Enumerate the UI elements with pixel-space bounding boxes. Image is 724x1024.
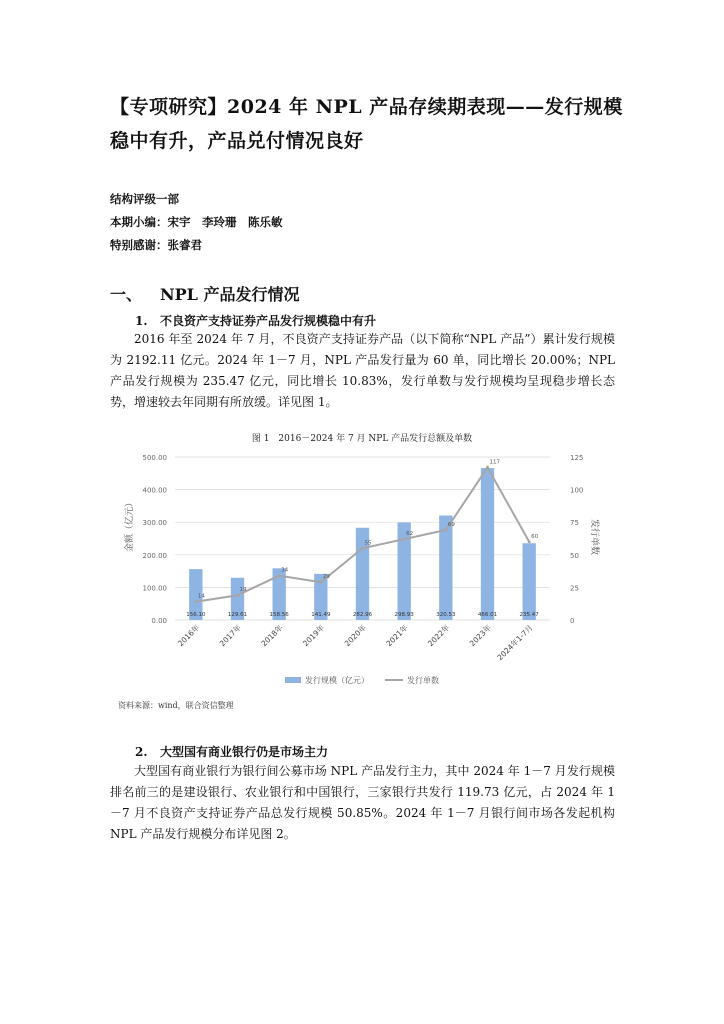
y2-tick-label: 100 (570, 486, 584, 495)
x-tick-label: 2020年 (342, 623, 368, 649)
line-value-label: 60 (531, 533, 539, 540)
bar-value-label: 466.01 (477, 612, 498, 618)
line-value-label: 69 (447, 522, 455, 529)
chart-bars (186, 468, 539, 620)
bar-value-label: 282.96 (352, 612, 373, 618)
section-heading-1 (110, 282, 299, 305)
line-value-label: 19 (239, 587, 247, 594)
line-value-label: 62 (406, 531, 414, 538)
legend-bar-swatch (285, 677, 301, 683)
y-tick-label: 300.00 (142, 519, 167, 528)
bar-value-label: 320.53 (436, 612, 456, 618)
x-tick-label: 2017年 (217, 623, 243, 649)
line-point (528, 540, 531, 543)
y-tick-label: 500.00 (142, 454, 167, 462)
subsection-heading-2 (135, 743, 328, 760)
paragraph-2: 大型国有商业银行为银行间公募市场 NPL 产品发行主力，其中 2024 年 1－7 月发行规模排名前三的是建设银行、农业银行和中国银行，三家银行共发行 119.73 亿元，占 2024 年 1－7 月不良资产支持证券产品总发行规模 50.85%。2024 年 1－7 月银行间市场各发起机构 NPL 产品发行规模分布详见图 2。 (110, 764, 615, 841)
subsection-number: 2. (135, 745, 148, 759)
y-tick-label: 0.00 (151, 617, 167, 625)
x-tick-label: 2023年 (467, 623, 493, 649)
paragraph-1: 2016 年至 2024 年 7 月，不良资产支持证券产品（以下简称“NPL 产品”）累计发行规模为 2192.11 亿元。2024 年 1－7 月，NPL 产品发行量为 60 单，同比增长 20.00%；NPL 产品发行规模为 235.47 亿元，同比增长 10.83%，发行单数与发行规模均呈现稳步增长态势，增速较去年同期有所放缓。详见图 1。 (110, 332, 615, 409)
line-point (194, 600, 197, 603)
chart (100, 445, 630, 695)
x-tick-label: 2016年 (176, 623, 202, 649)
legend-bar-label: 发行规模（亿元） (305, 676, 369, 685)
chart-legend (285, 675, 439, 685)
subsection-title: 不良资产支持证券产品发行规模稳中有升 (160, 314, 377, 328)
x-tick-label: 2018年 (259, 623, 285, 649)
y2-axis-label: 发行单数 (589, 518, 599, 556)
y-tick-label: 200.00 (142, 551, 167, 560)
department: 结构评级一部 (110, 192, 179, 206)
x-tick-label: 2022年 (426, 623, 452, 649)
line-point (486, 466, 489, 469)
y2-tick-label: 75 (570, 519, 579, 528)
acknowledgement: 特别感谢：张睿君 (110, 238, 202, 252)
figure-caption: 图 1 2016－2024 年 7 月 NPL 产品发行总额及单数 (251, 434, 473, 444)
legend-line-label: 发行单数 (407, 676, 439, 685)
section-title: NPL 产品发行情况 (160, 285, 300, 304)
y2-tick-label: 0 (570, 617, 575, 625)
figure-source: 资料来源：wind，联合资信整理 (118, 701, 234, 710)
line-point (361, 547, 364, 550)
line-value-label: 117 (489, 459, 500, 466)
bar-value-label: 298.93 (394, 612, 414, 618)
x-tick-label: 2024年1-7月 (495, 623, 535, 663)
subsection-title: 大型国有商业银行仍是市场主力 (160, 745, 329, 759)
bar-value-label: 129.61 (227, 612, 248, 618)
y-axis-label: 金额（亿元） (125, 497, 135, 553)
bar-value-label: 156.10 (186, 612, 206, 618)
bar (481, 468, 494, 620)
section-number: 一、 (110, 285, 143, 304)
line-point (444, 529, 447, 532)
line-point (236, 594, 239, 597)
bar-value-label: 235.47 (519, 612, 539, 618)
line-point (319, 581, 322, 584)
page-title: 【专项研究】2024 年 NPL 产品存续期表现——发行规模稳中有升，产品兑付情况良好 (110, 96, 623, 152)
x-tick-label: 2021年 (384, 623, 410, 649)
line-value-label: 29 (322, 574, 330, 581)
line-value-label: 34 (281, 567, 289, 574)
line-point (278, 574, 281, 577)
bar (523, 543, 536, 620)
bar-value-label: 141.49 (311, 612, 331, 618)
bar-value-label: 158.56 (269, 612, 289, 618)
editors: 本期小编：宋宇 李玲珊 陈乐敏 (110, 215, 283, 229)
subsection-heading-1 (135, 312, 376, 329)
y-tick-label: 400.00 (142, 486, 167, 495)
y2-tick-label: 125 (570, 454, 584, 462)
x-tick-label: 2019年 (301, 623, 327, 649)
y-tick-label: 100.00 (142, 584, 167, 593)
line-point (403, 538, 406, 541)
line-value-label: 14 (197, 593, 205, 600)
subsection-number: 1. (135, 314, 148, 328)
y2-tick-label: 50 (570, 551, 579, 560)
y2-tick-label: 25 (570, 584, 579, 593)
line-value-label: 55 (364, 540, 372, 547)
